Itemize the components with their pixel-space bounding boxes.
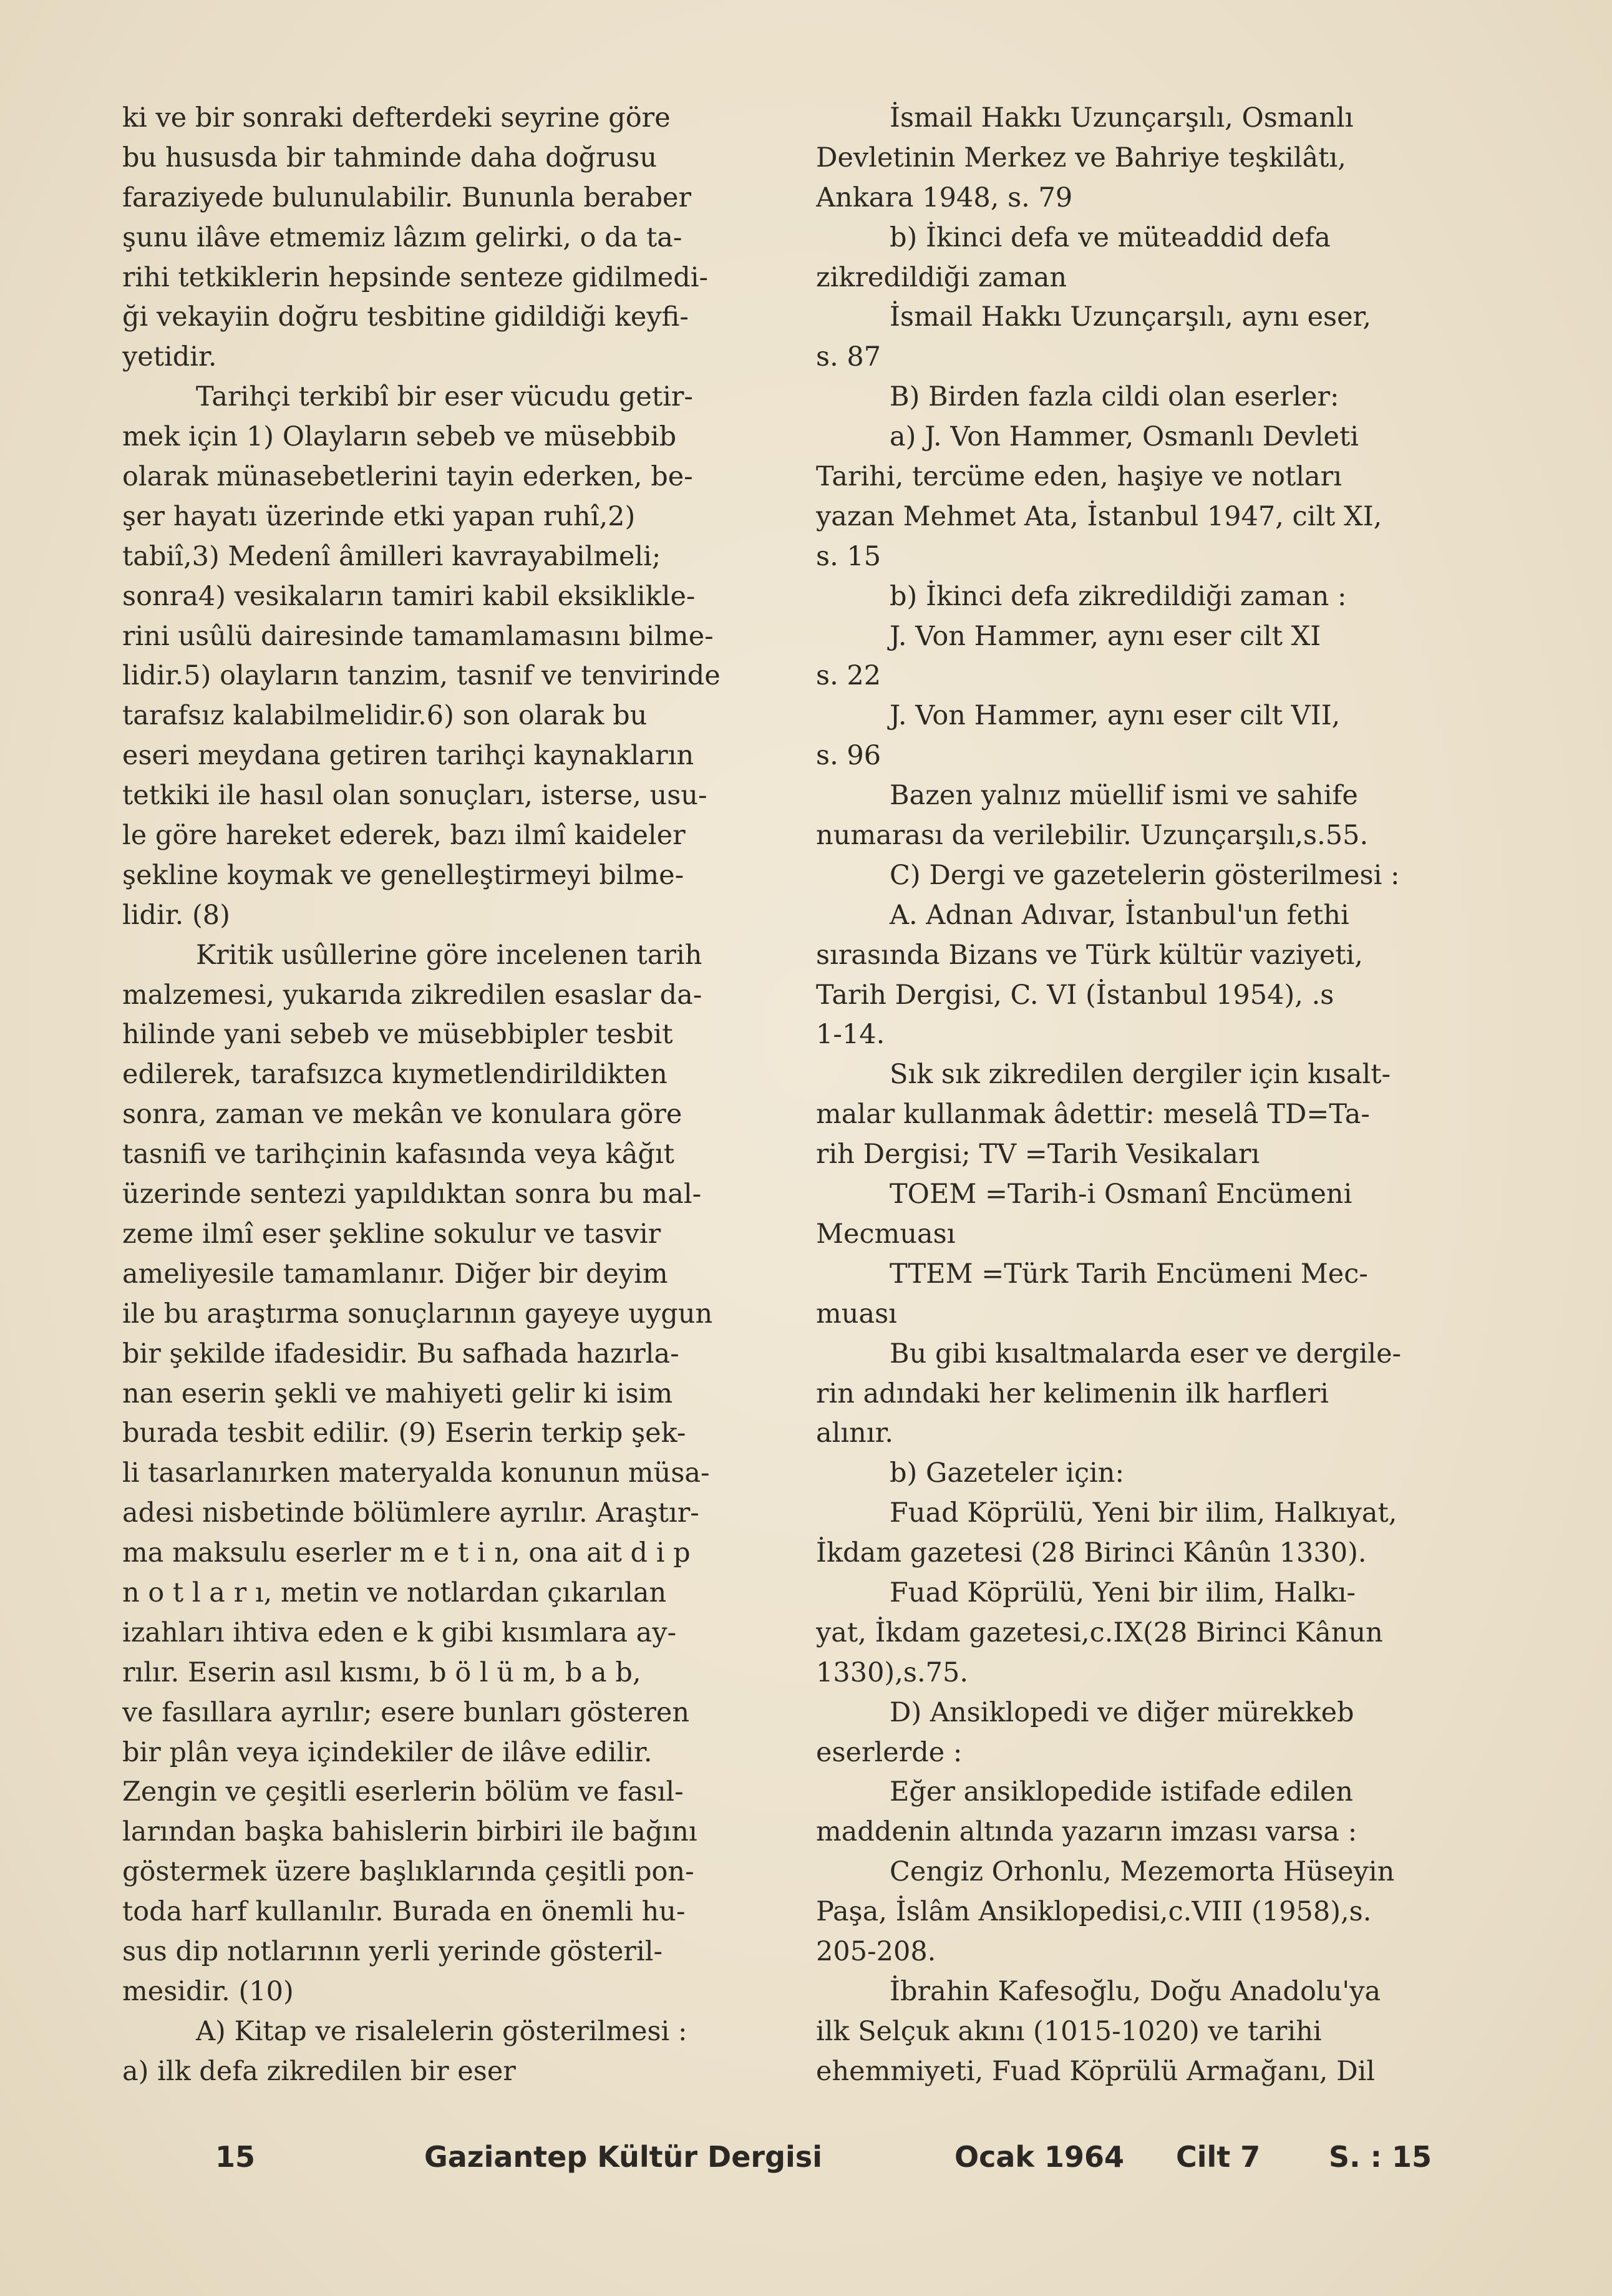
text-line: muası (816, 1298, 897, 1330)
text-line: J. Von Hammer, aynı eser cilt VII, (890, 700, 1341, 732)
text-line: ği vekayiin doğru tesbitine gidildiği keyfi- (122, 301, 689, 333)
section-heading: A) Kitap ve risalelerin gösterilmesi : (196, 2015, 687, 2047)
text-line: s. 15 (816, 540, 881, 572)
text-line: TTEM =Türk Tarih Encümeni Mec- (890, 1258, 1368, 1290)
text-line: lidir.5) olayların tanzim, tasnif ve tenvirinde (122, 660, 721, 692)
text-line: Cengiz Orhonlu, Mezemorta Hüseyin (890, 1856, 1395, 1888)
text-line: toda harf kullanılır. Burada en önemli hu- (122, 1896, 686, 1928)
text-line: şer hayatı üzerinde etki yapan ruhî,2) (122, 500, 636, 532)
text-line: ma maksulu eserler m e t i n, ona ait d i p (122, 1537, 691, 1569)
text-line: malzemesi, yukarıda zikredilen esaslar da- (122, 979, 702, 1011)
text-line: TOEM =Tarih-i Osmanî Encümeni (890, 1179, 1352, 1210)
text-line: ki ve bir sonraki defterdeki seyrine göre (122, 102, 671, 134)
text-line: Kritik usûllerine göre incelenen tarih (196, 939, 702, 971)
text-line: yazan Mehmet Ata, İstanbul 1947, cilt XI, (816, 500, 1382, 532)
text-line: adesi nisbetinde bölümlere ayrılır. Araştır- (122, 1497, 699, 1529)
text-line: larından başka bahislerin birbiri ile bağını (122, 1816, 697, 1848)
text-line: Bu gibi kısaltmalarda eser ve dergile- (890, 1338, 1402, 1369)
text-line: rihi tetkiklerin hepsinde senteze gidilmedi- (122, 261, 709, 293)
text-line: lidir. (8) (122, 899, 230, 931)
text-line: nan eserin şekli ve mahiyeti gelir ki isim (122, 1378, 673, 1409)
issue-number: S. : 15 (1329, 2140, 1432, 2174)
text-line: n o t l a r ı, metin ve notlardan çıkarılan (122, 1577, 667, 1608)
text-line: üzerinde sentezi yapıldıktan sonra bu mal- (122, 1179, 702, 1210)
text-line: a) ilk defa zikredilen bir eser (122, 2055, 516, 2087)
text-line: A. Adnan Adıvar, İstanbul'un fethi (890, 899, 1349, 931)
text-line: rini usûlü dairesinde tamamlamasını bilme- (122, 620, 714, 652)
volume-number: Cilt 7 (1176, 2140, 1261, 2174)
text-line: zeme ilmî eser şekline sokulur ve tasvir (122, 1218, 661, 1250)
text-line: Mecmuası (816, 1218, 956, 1250)
text-line: rılır. Eserin asıl kısmı, b ö l ü m, b a b, (122, 1656, 641, 1688)
text-line: a) J. Von Hammer, Osmanlı Devleti (890, 421, 1359, 453)
text-line: yetidir. (122, 341, 217, 373)
text-line: ilk Selçuk akını (1015-1020) ve tarihi (816, 2015, 1322, 2047)
text-line: İsmail Hakkı Uzunçarşılı, Osmanlı (890, 102, 1354, 134)
text-line: s. 22 (816, 660, 881, 692)
text-line: mek için 1) Olayların sebeb ve müsebbib (122, 421, 677, 453)
text-line: edilerek, tarafsızca kıymetlendirildikten (122, 1059, 668, 1091)
text-line: izahları ihtiva eden e k gibi kısımlara ay- (122, 1617, 677, 1648)
section-heading: B) Birden fazla cildi olan eserler: (890, 381, 1339, 413)
text-line: Paşa, İslâm Ansiklopedisi,c.VIII (1958),s. (816, 1896, 1372, 1928)
journal-title: Gaziantep Kültür Dergisi (424, 2140, 822, 2174)
text-line: ehemmiyeti, Fuad Köprülü Armağanı, Dil (816, 2055, 1376, 2087)
text-line: İbrahin Kafesoğlu, Doğu Anadolu'ya (890, 1975, 1381, 2007)
text-line: sonra, zaman ve mekân ve konulara göre (122, 1099, 682, 1131)
text-line: b) İkinci defa zikredildiği zaman : (890, 580, 1347, 612)
text-line: sus dip notlarının yerli yerinde gösteril- (122, 1935, 663, 1967)
right-text-column (816, 99, 1472, 2092)
text-line: Ankara 1948, s. 79 (816, 182, 1073, 213)
text-line: bir plân veya içindekiler de ilâve edilir. (122, 1736, 653, 1768)
text-line: Tarihçi terkibî bir eser vücudu getir- (196, 381, 693, 413)
text-line: Eğer ansiklopedide istifade edilen (890, 1776, 1353, 1808)
section-heading: b) Gazeteler için: (890, 1457, 1124, 1489)
text-line: sırasında Bizans ve Türk kültür vaziyeti, (816, 939, 1363, 971)
text-line: tetkiki ile hasıl olan sonuçları, isterse, usu- (122, 780, 707, 812)
text-line: tabiî,3) Medenî âmilleri kavrayabilmeli; (122, 540, 661, 572)
text-line: sonra4) vesikaların tamiri kabil eksiklikle- (122, 580, 696, 612)
text-line: faraziyede bulunulabilir. Bununla beraber (122, 182, 692, 213)
text-line: ile bu araştırma sonuçlarının gayeye uygun (122, 1298, 713, 1330)
text-line: s. 96 (816, 740, 881, 772)
text-line: Devletinin Merkez ve Bahriye teşkilâtı, (816, 142, 1346, 173)
text-line: Fuad Köprülü, Yeni bir ilim, Halkıyat, (890, 1497, 1397, 1529)
text-line: yat, İkdam gazetesi,c.IX(28 Birinci Kânun (816, 1617, 1383, 1648)
text-line: ve fasıllara ayrılır; esere bunları gösteren (122, 1696, 690, 1728)
text-line: 1330),s.75. (816, 1656, 968, 1688)
text-line: tarafsız kalabilmelidir.6) son olarak bu (122, 700, 648, 732)
text-line: bir şekilde ifadesidir. Bu safhada hazırla- (122, 1338, 679, 1369)
text-line: Tarihi, tercüme eden, haşiye ve notları (816, 461, 1342, 493)
text-line: İkdam gazetesi (28 Birinci Kânûn 1330). (816, 1537, 1367, 1569)
text-line: tasnifi ve tarihçinin kafasında veya kâğıt (122, 1139, 674, 1170)
text-line: Fuad Köprülü, Yeni bir ilim, Halkı- (890, 1577, 1356, 1608)
text-line: şunu ilâve etmemiz lâzım gelirki, o da ta- (122, 221, 682, 253)
text-line: 205-208. (816, 1935, 936, 1967)
text-line: olarak münasebetlerini tayin ederken, be- (122, 461, 693, 493)
text-line: maddenin altında yazarın imzası varsa : (816, 1816, 1357, 1848)
section-heading: C) Dergi ve gazetelerin gösterilmesi : (890, 859, 1400, 891)
text-line: Bazen yalnız müellif ismi ve sahife (890, 780, 1358, 812)
page-number: 15 (215, 2140, 256, 2174)
text-line: eseri meydana getiren tarihçi kaynakların (122, 740, 694, 772)
text-line: Tarih Dergisi, C. VI (İstanbul 1954), .s (816, 979, 1334, 1011)
text-line: rih Dergisi; TV =Tarih Vesikaları (816, 1139, 1260, 1170)
text-line: burada tesbit edilir. (9) Eserin terkip şek- (122, 1418, 686, 1449)
text-line: li tasarlanırken materyalda konunun müsa- (122, 1457, 710, 1489)
text-line: ameliyesile tamamlanır. Diğer bir deyim (122, 1258, 668, 1290)
page-footer (0, 2140, 1612, 2184)
text-line: le göre hareket ederek, bazı ilmî kaideler (122, 820, 686, 852)
left-text-column (122, 99, 780, 2092)
text-line: hilinde yani sebeb ve müsebbipler tesbit (122, 1019, 673, 1051)
text-line: İsmail Hakkı Uzunçarşılı, aynı eser, (890, 301, 1372, 333)
issue-date: Ocak 1964 (954, 2140, 1125, 2174)
text-line: J. Von Hammer, aynı eser cilt XI (890, 620, 1321, 652)
text-line: malar kullanmak âdettir: meselâ TD=Ta- (816, 1099, 1370, 1131)
text-line: alınır. (816, 1418, 894, 1449)
text-line: numarası da verilebilir. Uzunçarşılı,s.55. (816, 820, 1369, 852)
text-line: 1-14. (816, 1019, 885, 1051)
text-line: eserlerde : (816, 1736, 963, 1768)
text-line: göstermek üzere başlıklarında çeşitli pon- (122, 1856, 694, 1888)
text-line: Zengin ve çeşitli eserlerin bölüm ve fasıl- (122, 1776, 684, 1808)
text-line: mesidir. (10) (122, 1975, 294, 2007)
text-line: zikredildiği zaman (816, 261, 1067, 293)
text-line: Sık sık zikredilen dergiler için kısalt- (890, 1059, 1391, 1091)
text-line: s. 87 (816, 341, 881, 373)
text-line: rin adındaki her kelimenin ilk harfleri (816, 1378, 1329, 1409)
section-heading: D) Ansiklopedi ve diğer mürekkeb (890, 1696, 1354, 1728)
text-line: şekline koymak ve genelleştirmeyi bilme- (122, 859, 684, 891)
text-line: bu hususda bir tahminde daha doğrusu (122, 142, 658, 173)
text-line: b) İkinci defa ve müteaddid defa (890, 221, 1331, 253)
